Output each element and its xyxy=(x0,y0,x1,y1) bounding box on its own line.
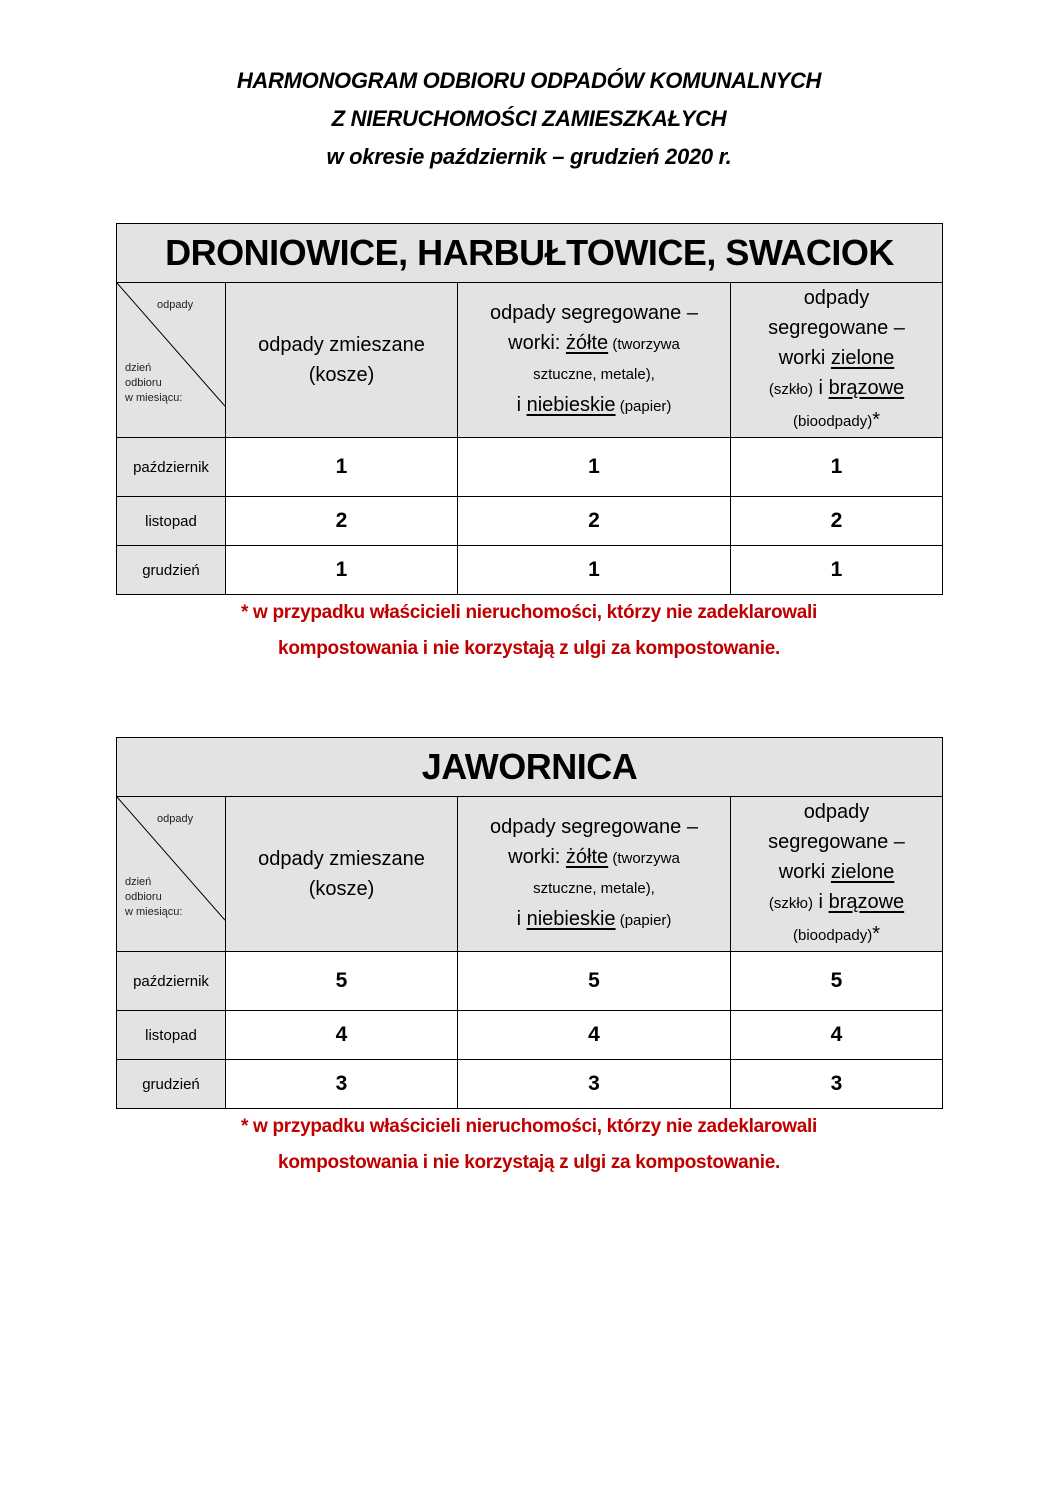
column-header-segregated-green-brown: odpady segregowane – worki zielone (szkło) i brązowe (bioodpady)* xyxy=(731,283,943,438)
month-label: październik xyxy=(117,438,226,497)
title-line-3: w okresie październik – grudzień 2020 r. xyxy=(326,144,732,169)
month-label: grudzień xyxy=(117,1060,226,1109)
pickup-day: 1 xyxy=(458,438,731,497)
document-title xyxy=(0,62,1058,176)
schedule-table-2 xyxy=(116,737,942,1181)
column-header-mixed: odpady zmieszane (kosze) xyxy=(226,283,458,438)
table-row xyxy=(117,952,943,1011)
column-header-segregated-yellow-blue: odpady segregowane – worki: żółte (tworzywa sztuczne, metale), i niebieskie (papier) xyxy=(458,797,731,952)
month-label: listopad xyxy=(117,497,226,546)
pickup-day: 3 xyxy=(458,1060,731,1109)
pickup-day: 1 xyxy=(226,546,458,595)
table-row xyxy=(117,497,943,546)
corner-header-cell xyxy=(117,283,226,438)
pickup-day: 4 xyxy=(458,1011,731,1060)
pickup-day: 5 xyxy=(731,952,943,1011)
title-line-2: Z NIERUCHOMOŚCI ZAMIESZKAŁYCH xyxy=(331,106,727,131)
table-row xyxy=(117,546,943,595)
pickup-day: 2 xyxy=(458,497,731,546)
pickup-day: 4 xyxy=(226,1011,458,1060)
month-label: październik xyxy=(117,952,226,1011)
pickup-day: 1 xyxy=(458,546,731,595)
schedule-table-1 xyxy=(116,223,942,667)
table-row xyxy=(117,438,943,497)
footnote: * w przypadku właścicieli nieruchomości, którzy nie zadeklarowali kompostowania i nie korzystają z ulgi za kompostowanie. xyxy=(240,1116,818,1173)
corner-label-waste: odpady xyxy=(157,813,194,825)
location-title: JAWORNICA xyxy=(117,738,943,797)
pickup-day: 1 xyxy=(731,438,943,497)
footnote: * w przypadku właścicieli nieruchomości, którzy nie zadeklarowali kompostowania i nie korzystają z ulgi za kompostowanie. xyxy=(240,602,818,659)
pickup-day: 5 xyxy=(226,952,458,1011)
pickup-day: 1 xyxy=(731,546,943,595)
pickup-day: 2 xyxy=(731,497,943,546)
month-label: listopad xyxy=(117,1011,226,1060)
location-title: DRONIOWICE, HARBUŁTOWICE, SWACIOK xyxy=(117,224,943,283)
pickup-day: 2 xyxy=(226,497,458,546)
pickup-day: 1 xyxy=(226,438,458,497)
pickup-day: 3 xyxy=(226,1060,458,1109)
corner-header-cell xyxy=(117,797,226,952)
corner-label-waste: odpady xyxy=(157,299,194,311)
month-label: grudzień xyxy=(117,546,226,595)
column-header-segregated-green-brown: odpady segregowane – worki zielone (szkło) i brązowe (bioodpady)* xyxy=(731,797,943,952)
pickup-day: 5 xyxy=(458,952,731,1011)
table-row xyxy=(117,1011,943,1060)
column-header-segregated-yellow-blue: odpady segregowane – worki: żółte (tworzywa sztuczne, metale), i niebieskie (papier) xyxy=(458,283,731,438)
corner-label-day: dzień odbioru w miesiącu: xyxy=(125,362,183,404)
pickup-day: 4 xyxy=(731,1011,943,1060)
column-header-mixed: odpady zmieszane (kosze) xyxy=(226,797,458,952)
title-line-1: HARMONOGRAM ODBIORU ODPADÓW KOMUNALNYCH xyxy=(236,68,822,93)
table-row xyxy=(117,1060,943,1109)
corner-label-day: dzień odbioru w miesiącu: xyxy=(125,876,183,918)
pickup-day: 3 xyxy=(731,1060,943,1109)
